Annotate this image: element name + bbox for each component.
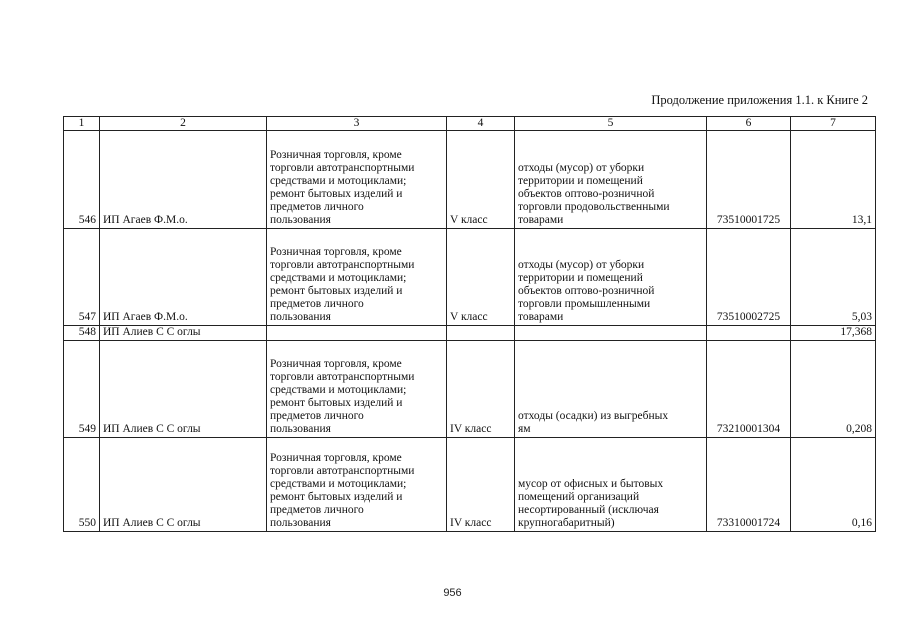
waste-amount: 0,208 — [791, 341, 876, 438]
header-cell: 3 — [267, 117, 447, 131]
row-number: 546 — [64, 131, 100, 229]
waste-code: 73510002725 — [707, 229, 791, 326]
activity-type — [267, 326, 447, 341]
page-number: 956 — [443, 587, 462, 599]
waste-description: мусор от офисных и бытовых помещений организаций несортированный (исключая крупногабаритный) — [515, 438, 707, 532]
header-cell: 5 — [515, 117, 707, 131]
table-caption: Продолжение приложения 1.1. к Книге 2 — [651, 93, 868, 107]
header-cell: 2 — [100, 117, 267, 131]
table-row — [64, 229, 876, 326]
table-row — [64, 438, 876, 532]
waste-amount: 0,16 — [791, 438, 876, 532]
waste-code — [707, 326, 791, 341]
organization-name: ИП Алиев С С оглы — [100, 326, 267, 341]
waste-code: 73310001724 — [707, 438, 791, 532]
hazard-class: V класс — [447, 131, 515, 229]
organization-name: ИП Агаев Ф.М.о. — [100, 229, 267, 326]
organization-name: ИП Агаев Ф.М.о. — [100, 131, 267, 229]
header-cell: 4 — [447, 117, 515, 131]
waste-amount: 13,1 — [791, 131, 876, 229]
activity-type: Розничная торговля, кроме торговли автотранспортными средствами и мотоциклами; ремонт бытовых изделий и предметов личного пользования — [267, 229, 447, 326]
header-cell: 6 — [707, 117, 791, 131]
waste-description: отходы (мусор) от уборки территории и помещений объектов оптово-розничной торговли промышленными товарами — [515, 229, 707, 326]
organization-name: ИП Алиев С С оглы — [100, 438, 267, 532]
hazard-class: IV класс — [447, 438, 515, 532]
waste-code: 73510001725 — [707, 131, 791, 229]
activity-type: Розничная торговля, кроме торговли автотранспортными средствами и мотоциклами; ремонт бытовых изделий и предметов личного пользования — [267, 341, 447, 438]
waste-amount: 5,03 — [791, 229, 876, 326]
header-cell: 7 — [791, 117, 876, 131]
waste-description: отходы (осадки) из выгребных ям — [515, 341, 707, 438]
activity-type: Розничная торговля, кроме торговли автотранспортными средствами и мотоциклами; ремонт бытовых изделий и предметов личного пользования — [267, 131, 447, 229]
row-number: 550 — [64, 438, 100, 532]
organization-name: ИП Алиев С С оглы — [100, 341, 267, 438]
row-number: 549 — [64, 341, 100, 438]
waste-description — [515, 326, 707, 341]
table-row — [64, 326, 876, 341]
hazard-class: V класс — [447, 229, 515, 326]
waste-table — [63, 116, 876, 532]
header-row — [64, 117, 876, 131]
header-cell: 1 — [64, 117, 100, 131]
waste-description: отходы (мусор) от уборки территории и помещений объектов оптово-розничной торговли продовольственными товарами — [515, 131, 707, 229]
waste-code: 73210001304 — [707, 341, 791, 438]
waste-amount: 17,368 — [791, 326, 876, 341]
hazard-class — [447, 326, 515, 341]
row-number: 548 — [64, 326, 100, 341]
table-row — [64, 131, 876, 229]
activity-type: Розничная торговля, кроме торговли автотранспортными средствами и мотоциклами; ремонт бытовых изделий и предметов личного пользования — [267, 438, 447, 532]
table-row — [64, 341, 876, 438]
row-number: 547 — [64, 229, 100, 326]
hazard-class: IV класс — [447, 341, 515, 438]
